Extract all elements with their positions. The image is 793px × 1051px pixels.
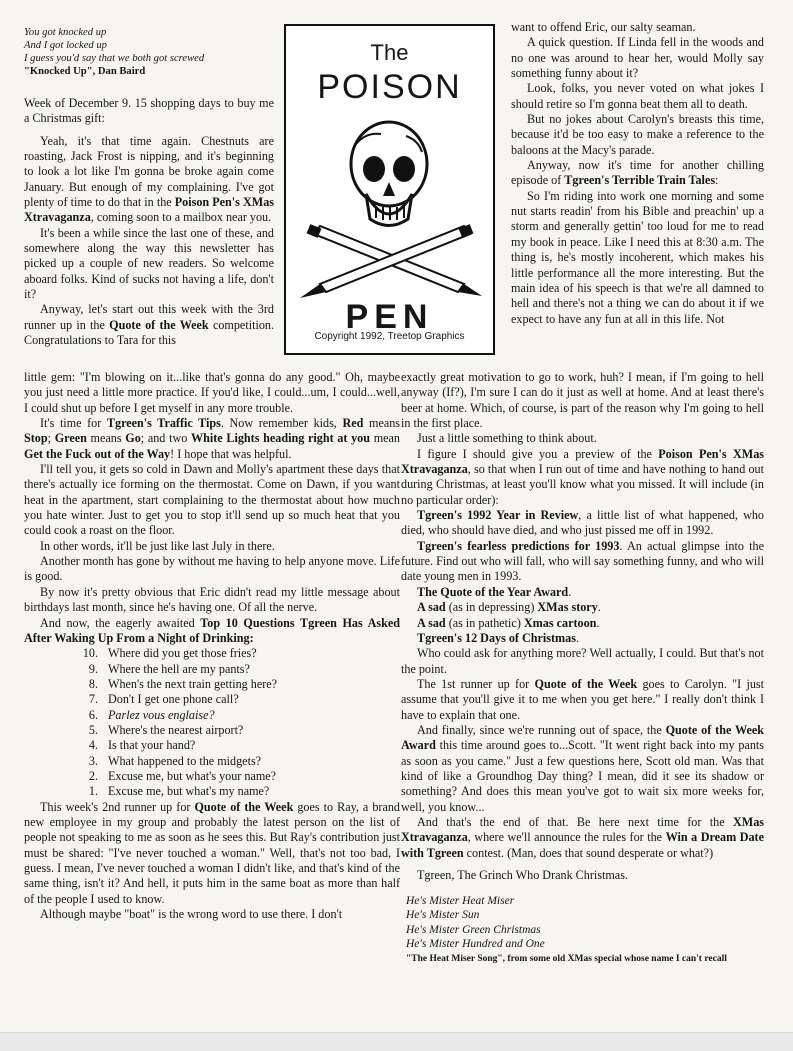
epigraph-credit: "Knocked Up", Dan Baird <box>24 66 146 77</box>
bold-run: Green <box>54 431 87 446</box>
list-text: Parlez vous englaise? <box>108 707 215 722</box>
paragraph: But no jokes about Carolyn's breasts this time, because it'd be too easy to make a reference to the baloons at the Macy's parade. <box>511 112 764 157</box>
paragraph <box>511 158 764 189</box>
paragraph: By now it's pretty obvious that Eric didn't read my little message about birthdays last month, since he's having one. Of all the nerve. <box>24 584 400 615</box>
list-number: 1. <box>88 784 98 799</box>
paragraph <box>401 508 764 539</box>
epigraph-top <box>24 26 284 78</box>
list-text: Excuse me, but what's my name? <box>108 784 270 799</box>
bold-run: Poison Pen's XMas Xtravaganza <box>24 195 274 225</box>
epigraph-line: He's Mister Sun <box>406 909 480 922</box>
right-column-bottom <box>401 370 764 883</box>
bold-run: Tgreen's Terrible Train Tales <box>564 173 716 188</box>
bold-run: Tgreen's 12 Days of Christmas <box>417 630 576 645</box>
list-number: 4. <box>88 738 98 753</box>
logo-copyright: Copyright 1992, Treetop Graphics <box>314 331 465 342</box>
paragraph: A quick question. If Linda fell in the woods and no one was around to hear her, would Molly say something funny about it? <box>511 35 764 81</box>
bold-run: Tgreen's 1992 Year in Review <box>417 508 579 523</box>
paragraph: Tgreen's 12 Days of Christmas. <box>417 630 579 645</box>
list-item <box>76 723 400 738</box>
text-run: The 1st runner up for <box>417 676 535 691</box>
page-bottom-edge <box>0 1032 793 1051</box>
paragraph: A sad (as in pathetic) Xmas cartoon. <box>417 615 600 630</box>
epigraph-line: He's Mister Green Christmas <box>406 923 541 936</box>
list-item <box>76 738 400 753</box>
text-run: competition. Congratulations to Tara for this <box>24 317 274 348</box>
paragraph <box>401 539 764 585</box>
epigraph-line: He's Mister Hundred and One <box>406 938 545 951</box>
text-run: Anyway, now it's time for another chilling episode of <box>511 158 764 188</box>
text-run: Yeah, it's that time again. Chestnuts are roasting, Jack Frost is nipping, and it's beginning to look a lot like I'm gonna be broke again come January. But enough of my complaining. I've got plenty of time to do that in the <box>24 133 274 210</box>
text-run: I figure I should give you a preview of the <box>417 446 659 461</box>
bold-run: Get the Fuck out of the Way <box>24 446 171 461</box>
text-run: contest. (Man, does that sound desperate or what?) <box>463 845 714 860</box>
text-run: , where we'll announce the rules for the <box>467 830 666 845</box>
epigraph-line: He's Mister Heat Miser <box>406 895 515 907</box>
text-run: (as in depressing) <box>445 600 538 615</box>
list-number: 6. <box>88 707 98 722</box>
paragraph: little gem: "I'm blowing on it...like that's gonna do any good." Oh, maybe you just need a little more practice. If you'd like, I could...um, I could...well, I could shut up before I get myself in any more trouble. <box>24 370 400 415</box>
paragraph <box>24 616 400 647</box>
bold-run: The Quote of the Year Award <box>417 584 569 599</box>
top10-list <box>24 646 400 799</box>
text-run: ! I hope that was helpful. <box>170 446 292 461</box>
text-run: , a little list of what happened, who died, who should have died, and who just pissed me off in 1992. <box>401 508 764 538</box>
text-run: Anyway, let's start out this week with the 3rd runner up in the <box>24 302 274 332</box>
paragraph: So I'm riding into work one morning and some nut starts readin' from his Bible and preachin' up a storm and generally gettin' too loud for me to read my book in peace. Like I need this at 8:30 a.m. The thing is, he's mostly incoherent, which makes his little performance all the more interesting. But the main idea of his speech is that we're all damned to hell and there's not a thing we can do about it if we expect to have any fun at all in this life. Not <box>511 188 764 326</box>
intro-line: Week of December 9. 15 shopping days to buy me a Christmas gift: <box>24 96 274 126</box>
list-item <box>76 784 400 799</box>
paragraph: Another month has gone by without me having to help anyone move. Life is good. <box>24 554 400 584</box>
bold-run: Quote of the Week <box>534 676 638 691</box>
paragraph: It's been a while since the last one of these, and somewhere along the way this newsletter has picked up a couple of new readers. So welcome aboard folks. Kind of sucks not having a life, don't it? <box>24 225 274 302</box>
bold-run: Red <box>342 416 364 431</box>
list-number: 9. <box>88 661 98 676</box>
bold-run: Poison Pen's XMas Xtravaganza <box>401 446 764 477</box>
list-item <box>76 769 400 784</box>
list-number: 7. <box>88 692 98 707</box>
text-run: , coming soon to a mailbox near you. <box>90 210 272 225</box>
paragraph: A sad (as in depressing) XMas story. <box>417 600 601 615</box>
text-run: . An actual glimpse into the future. Find out who will fall, who will say something funny, and who will date young men in 1993. <box>401 538 764 584</box>
bold-run: Xmas cartoon <box>523 615 597 630</box>
bold-run: Quote of the Week <box>194 799 294 814</box>
paragraph: Just a little something to think about. <box>417 431 597 446</box>
bold-run: Win a Dream Date with Tgreen <box>401 830 764 860</box>
epigraph-credit: "The Heat Miser Song", from some old XMas special whose name I can't recall <box>406 953 727 964</box>
text-run: And now, the eagerly awaited <box>40 615 201 630</box>
poison-pen-logo <box>284 24 495 355</box>
paragraph <box>24 416 400 462</box>
paragraph: want to offend Eric, our salty seaman. <box>511 20 696 34</box>
paragraph <box>401 447 764 508</box>
text-run: means <box>363 416 401 431</box>
paragraph: Although maybe "boat" is the wrong word to use there. I don't <box>40 907 343 922</box>
bold-run: A sad <box>417 600 446 615</box>
paragraph <box>401 677 764 723</box>
list-item <box>76 692 400 707</box>
paragraph <box>24 134 274 226</box>
list-item <box>76 677 400 692</box>
bold-run: Tgreen's Traffic Tips <box>106 416 221 431</box>
text-run: this time around goes to...Scott. "It went right back into my pants as soon as you came." Just a few questions here, Scott old man. Was that kind of like a Groundhog Day thing? I mean, did it see its shadow or something? And does this mean you've got to wait six more weeks for, well, you know... <box>401 738 764 814</box>
epigraph-line: I guess you'd say that we both got screwed <box>24 53 205 64</box>
bold-run: Quote of the Week <box>109 317 209 332</box>
text-run: : <box>715 173 719 188</box>
paragraph: In other words, it'll be just like last July in there. <box>40 538 275 553</box>
list-item <box>76 662 400 677</box>
text-run: mean <box>370 431 401 446</box>
list-item <box>76 646 400 661</box>
logo-poison: POISON <box>317 68 462 106</box>
bold-run: Top 10 Questions Tgreen Has Asked After Waking Up From a Night of Drinking: <box>24 615 401 645</box>
text-run: , so that when I run out of time and have nothing to hand out during Christmas, at least you'll know what you missed. It will include (in no particular order): <box>401 462 764 507</box>
bold-run: A sad <box>417 615 446 630</box>
bold-run: XMas story <box>537 600 598 615</box>
text-run: And finally, since we're running out of space, the <box>417 722 666 737</box>
bold-run: Stop <box>24 431 48 446</box>
text-run: This week's 2nd runner up for <box>40 799 195 814</box>
text-run: goes to Ray, a brand new employee in my group and probably the latest person on the list of people not speaking to me as soon as he sees this. But Ray's contribution just must be shared: "I've never touched a woman." Well, that's not too bad, I guess. I mean, I've never touched a woman I didn't like, and that's kind of the same thing, isn't it? And hell, it puts him in the same boat as more than half of the people I used to know. <box>24 799 400 906</box>
paragraph <box>24 800 400 907</box>
list-number: 10. <box>82 646 98 661</box>
list-text: Where's the nearest airport? <box>108 722 244 737</box>
right-column-top <box>511 20 764 327</box>
text-run: It's time for <box>40 416 107 431</box>
list-number: 3. <box>88 753 98 768</box>
signature: Tgreen, The Grinch Who Drank Christmas. <box>417 868 628 882</box>
text-run: ; and two <box>140 431 191 446</box>
list-text: What happened to the midgets? <box>108 753 262 768</box>
text-run: (as in pathetic) <box>445 615 524 630</box>
logo-pen: PEN <box>345 298 434 336</box>
list-text: Where did you get those fries? <box>108 646 257 661</box>
list-item <box>76 708 400 723</box>
list-text: Excuse me, but what's your name? <box>108 768 277 783</box>
epigraph-bottom <box>406 894 776 966</box>
skull-crossed-pens-icon <box>286 114 493 299</box>
paragraph: The Quote of the Year Award. <box>417 584 572 599</box>
left-column-top <box>24 96 274 349</box>
paragraph: I'll tell you, it gets so cold in Dawn and Molly's apartment these days that there's actually ice forming on the thermostat. Come on Dawn, if you want heat in the apartment, start complaining to the thermostat about how much you hate winter. Just to get you to stop it'll send up so much heat that you could cook a roast on the floor. <box>24 462 400 538</box>
list-item <box>76 754 400 769</box>
list-number: 5. <box>88 722 98 737</box>
paragraph <box>401 815 764 861</box>
text-run: . Now remember kids, <box>220 416 343 431</box>
paragraph <box>24 302 274 348</box>
list-text: Is that your hand? <box>108 738 196 753</box>
bold-run: Go <box>125 431 141 446</box>
text-run: ; <box>47 431 55 446</box>
list-text: When's the next train getting here? <box>108 676 278 691</box>
text-run: And that's the end of that. Be here next time for the <box>417 814 733 829</box>
epigraph-line: You got knocked up <box>24 27 107 38</box>
paragraph: exactly great motivation to go to work, huh? I mean, if I'm going to hell anyway (If?), I'm sure I can do it just as well at home. And at least there's beer at home. Which, of course, is part of the reason why I'm going to hell in the first place. <box>401 370 764 431</box>
epigraph-line: And I got locked up <box>24 40 107 51</box>
text-run: means <box>86 431 126 446</box>
bold-run: Tgreen's fearless predictions for 1993 <box>417 538 620 553</box>
paragraph: Who could ask for anything more? Well actually, I could. But that's not the point. <box>401 646 764 676</box>
paragraph: Look, folks, you never voted on what jokes I should retire so I'm gonna beat them all to death. <box>511 81 764 111</box>
bold-run: XMas Xtravaganza <box>401 814 764 845</box>
bold-run: Quote of the Week Award <box>401 722 764 753</box>
text-run: goes to Carolyn. "I just assume that you'll give it to me when you get here." I really don't think I have to explain that one. <box>401 676 765 722</box>
list-text: Don't I get one phone call? <box>108 692 239 707</box>
list-number: 8. <box>88 676 98 691</box>
left-column-bottom <box>24 370 400 922</box>
logo-the: The <box>370 40 409 65</box>
paragraph <box>401 723 764 815</box>
bold-run: White Lights heading right at you <box>190 431 371 446</box>
list-number: 2. <box>88 768 98 783</box>
list-text: Where the hell are my pants? <box>108 661 250 676</box>
